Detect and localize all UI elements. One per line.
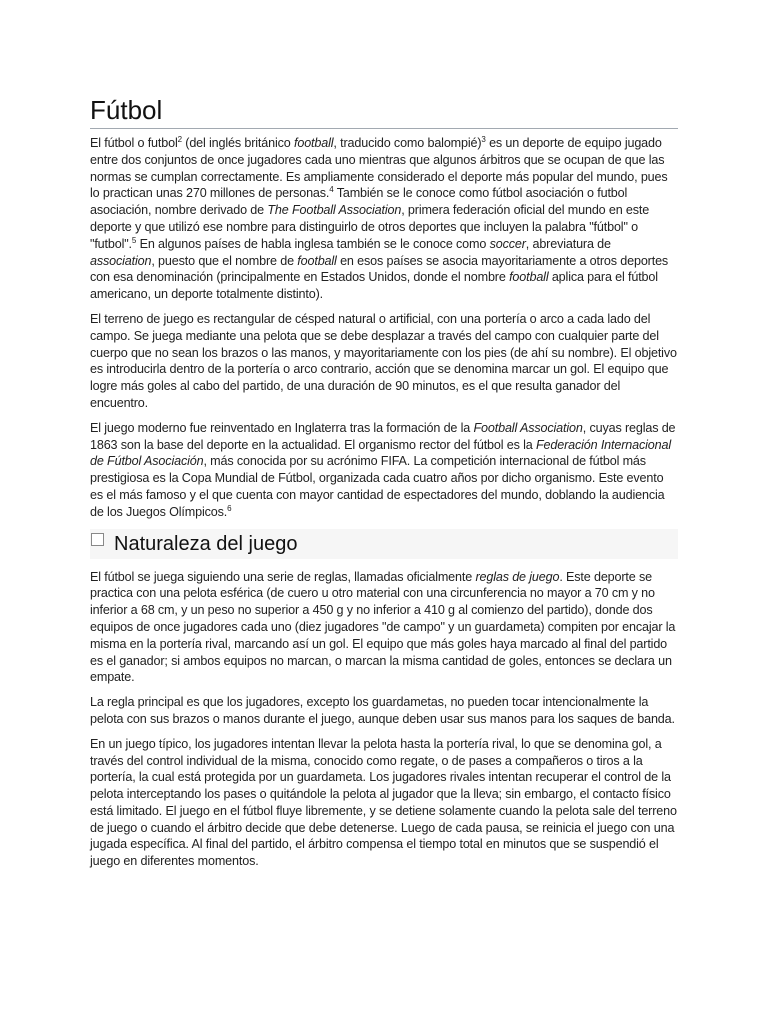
italic-term: football bbox=[297, 253, 337, 268]
italic-term: soccer bbox=[489, 236, 526, 251]
article-body bbox=[90, 135, 678, 878]
italic-term: football bbox=[294, 136, 334, 150]
intro-paragraph: El fútbol o futbol$^2$ (del inglés británico football, traducido como balompié)$^3$ es un deporte de equipo jugado entre dos conjuntos de once jugadores cada uno mientras que algunos árbitros que se ocupan de que las normas se cumplan correctamente. Es ampliamente considerado el deporte más popular del mundo, pues lo practican unas 270 millones de personas.$^4$ También se le conoce como fútbol asociación o futbol asociación, nombre derivado de The Football Association, primera federación oficial del mundo en este deporte y que utilizó ese nombre para distinguirlo de otros deportes que incluyen la palabra "fútbol" o "futbol".$^5$ En algunos países de habla inglesa también se le conoce como soccer, abreviatura de association, puesto que el nombre de football en esos países se asocia mayoritariamente a otros deportes con esa denominación (principalmente en Estados Unidos, donde el nombre football aplica para el fútbol americano, un deporte totalmente distinto). bbox=[90, 134, 669, 302]
section-paragraph: El fútbol se juega siguiendo una serie de reglas, llamadas oficialmente reglas de juego. Este deporte se practica con una pelota esférica (de cuero u otro material con una circunferencia no mayor a 70 cm y no inferior a 68 cm, y un peso no superior a 450 g y no inferior a 410 g al comienzo del partido), donde dos equipos de once jugadores cada uno (diez jugadores "de campo" y un guardameta) compiten por encajar la misma en la portería rival, marcando así un gol. El equipo que más goles haya marcado al final del partido es el ganador; si ambos equipos no marcan, o marcan la misma cantidad de goles, entonces se declara un empate. bbox=[90, 569, 676, 685]
intro-paragraph: El terreno de juego es rectangular de césped natural o artificial, con una portería o arco a cada lado del campo. Se juega mediante una pelota que se debe desplazar a través del campo con cualquier parte del cuerpo que no sean los brazos o las manos, y mayoritariamente con los pies (de ahí su nombre). El objetivo es introducirla dentro de la portería o arco contrario, acción que se denomina marcar un gol. El equipo que logre más goles al cabo del partido, de una duración de 90 minutos, es el que resulta ganador del encuentro. bbox=[90, 311, 677, 410]
intro-section bbox=[90, 135, 678, 521]
reference-link[interactable]: 6 bbox=[227, 503, 232, 513]
reference-link[interactable]: 2 bbox=[177, 134, 182, 144]
intro-paragraph: El juego moderno fue reinventado en Inglaterra tras la formación de la Football Association, cuyas reglas de 1863 son la base del deporte en la actualidad. El organismo rector del fútbol es la Federación Internacional de Fútbol Asociación, más conocida por su acrónimo FIFA. La competición internacional de fútbol más prestigiosa es la Copa Mundial de Fútbol, organizada cada cuatro años por dicho organismo. Este evento es el más famoso y el que cuenta con mayor cantidad de espectadores del mundo, doblando la audiencia de los Juegos Olímpicos.$^6$ bbox=[90, 420, 676, 519]
checkbox-icon bbox=[91, 533, 104, 546]
italic-term: The Football Association bbox=[267, 203, 402, 218]
italic-term: association bbox=[90, 253, 152, 268]
italic-term: Football Association bbox=[473, 420, 583, 435]
reference-link[interactable]: 4 bbox=[329, 185, 334, 195]
section-header bbox=[90, 529, 678, 559]
section-paragraph: En un juego típico, los jugadores intentan llevar la pelota hasta la portería rival, lo que se denomina gol, a través del control individual de la misma, conocido como regate, o de pases a compañeros o tiros a la portería, la cual está protegida por un guardameta. Los jugadores rivales intentan recuperar el control de la pelota interceptando los pases o quitándole la pelota al jugador que la lleva; sin embargo, el contacto físico está limitado. El juego en el fútbol fluye libremente, y se detiene solamente cuando la pelota sale del terreno de juego o cuando el árbitro decide que debe detenerse. Luego de cada pausa, se reinicia el juego con una jugada específica. Al final del partido, el árbitro compensa el tiempo total en minutos que se suspendió el juego en diferentes momentos. bbox=[90, 736, 677, 869]
italic-term: football bbox=[509, 270, 549, 285]
section-body bbox=[90, 569, 678, 871]
italic-term: Federación Internacional de Fútbol Asociación bbox=[90, 437, 671, 469]
page-title: Fútbol bbox=[90, 94, 678, 129]
section-paragraph: La regla principal es que los jugadores, excepto los guardametas, no pueden tocar intencionalmente la pelota con sus brazos o manos durante el juego, aunque deben usar sus manos para los saques de banda. bbox=[90, 695, 675, 726]
italic-term: reglas de juego bbox=[475, 569, 560, 584]
reference-link[interactable]: 5 bbox=[131, 235, 137, 245]
reference-link[interactable]: 3 bbox=[481, 134, 486, 144]
section-heading: Naturaleza del juego bbox=[114, 532, 298, 555]
